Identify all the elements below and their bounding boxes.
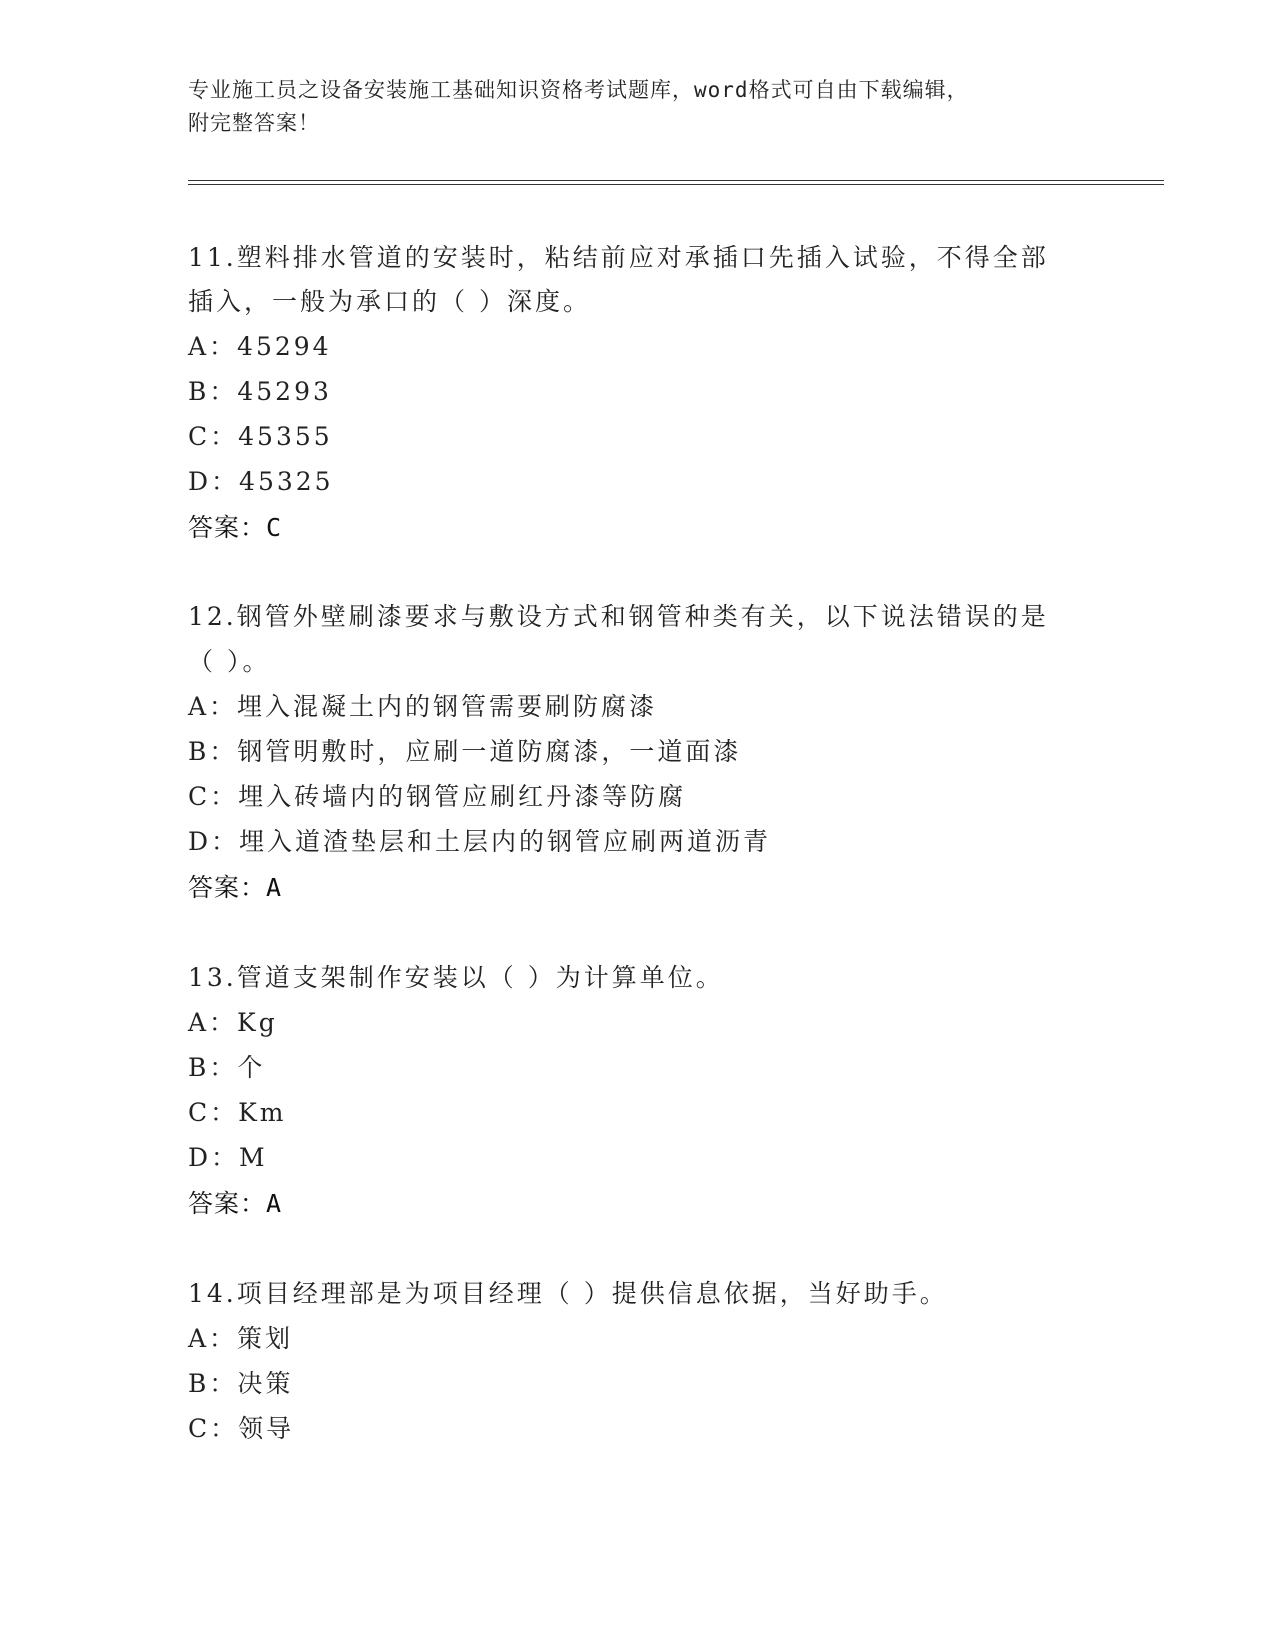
answer: 答案：A	[188, 1189, 283, 1218]
document-header	[188, 74, 1088, 140]
question-stem-line: （ ）。	[188, 647, 271, 676]
option-c: C：埋入砖墙内的钢管应刷红丹漆等防腐	[188, 782, 687, 811]
answer: 答案：A	[188, 873, 283, 902]
option-a: A：45294	[188, 332, 332, 361]
header-divider-top	[188, 180, 1164, 181]
option-a: A：策划	[188, 1324, 294, 1353]
option-b: B：个	[188, 1053, 266, 1082]
question-stem-line: 14.项目经理部是为项目经理（ ）提供信息依据，当好助手。	[188, 1279, 948, 1308]
option-c: C：45355	[188, 422, 333, 451]
option-b: B：决策	[188, 1369, 294, 1398]
header-line-2: 附完整答案！	[188, 111, 320, 135]
option-b: B：45293	[188, 377, 332, 406]
option-c: C：领导	[188, 1414, 295, 1443]
option-b: B：钢管明敷时，应刷一道防腐漆，一道面漆	[188, 737, 742, 766]
question-stem-line: 插入，一般为承口的（ ）深度。	[188, 287, 591, 316]
header-line-1: 专业施工员之设备安装施工基础知识资格考试题库，word格式可自由下载编辑，	[188, 78, 969, 102]
header-divider-bottom	[188, 184, 1164, 185]
question-stem-line: 12.钢管外壁刷漆要求与敷设方式和钢管种类有关，以下说法错误的是	[188, 602, 1049, 631]
answer: 答案：C	[188, 513, 283, 542]
option-a: A：Kg	[188, 1008, 278, 1037]
question-stem-line: 11.塑料排水管道的安装时，粘结前应对承插口先插入试验，不得全部	[188, 243, 1049, 272]
option-d: D：45325	[188, 467, 334, 496]
option-d: D：埋入道渣垫层和土层内的钢管应刷两道沥青	[188, 827, 772, 856]
option-a: A：埋入混凝土内的钢管需要刷防腐漆	[188, 692, 658, 721]
option-c: C：Km	[188, 1098, 287, 1127]
question-stem-line: 13.管道支架制作安装以（ ）为计算单位。	[188, 963, 724, 992]
option-d: D：M	[188, 1143, 268, 1172]
